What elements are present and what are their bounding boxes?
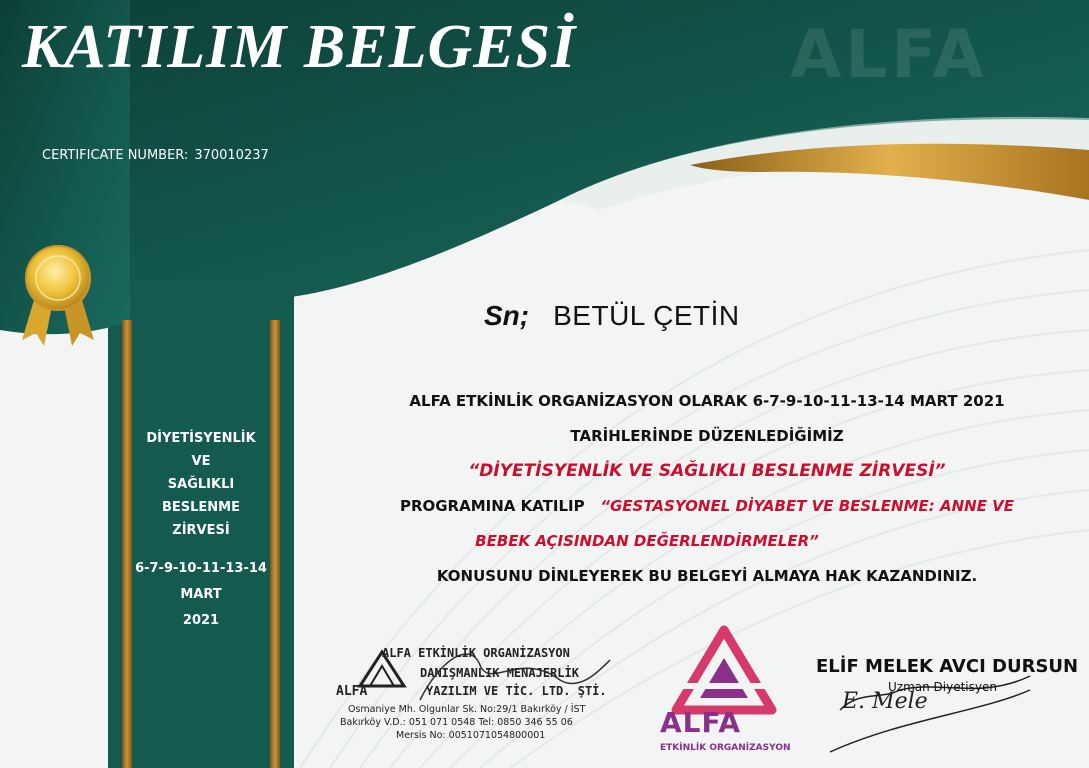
stamp-line: YAZILIM VE TİC. LTD. ŞTİ. bbox=[426, 684, 607, 698]
sidebar-date-line: 2021 bbox=[182, 613, 220, 628]
company-stamp bbox=[336, 642, 608, 742]
topic-part-1: “GESTASYONEL DİYABET VE BESLENME: ANNE VE bbox=[600, 497, 1015, 515]
signature-mark bbox=[826, 680, 1036, 760]
recipient-row bbox=[484, 300, 740, 332]
recipient-prefix: Sn; bbox=[484, 300, 530, 331]
alfa-logo-subtitle: ETKİNLİK ORGANİZASYON bbox=[660, 743, 791, 753]
sidebar-dates bbox=[128, 556, 274, 634]
body-line-2: TARİHLERİNDE DÜZENLEDİĞİMİZ bbox=[570, 427, 844, 445]
sidebar-event-line: DİYETİSYENLİK bbox=[146, 431, 256, 446]
medal-icon bbox=[20, 244, 96, 348]
signer-name: ELİF MELEK AVCI DURSUN bbox=[816, 656, 1079, 677]
stamp-mersis: Mersis No: 0051071054800001 bbox=[396, 730, 546, 741]
event-title: “DİYETİSYENLİK VE SAĞLIKLI BESLENME ZİRVESİ” bbox=[468, 461, 946, 481]
sidebar-date-line: 6-7-9-10-11-13-14 bbox=[135, 561, 267, 576]
certificate-number-value: 370010237 bbox=[194, 148, 269, 163]
stamp-line: ALFA ETKİNLİK ORGANİZASYON bbox=[382, 646, 570, 660]
alfa-logo-word: ALFA bbox=[660, 706, 742, 739]
brand-watermark: ALFA bbox=[790, 16, 988, 93]
sidebar-date-line: MART bbox=[180, 587, 222, 602]
signer-role: Uzman Diyetisyen bbox=[888, 680, 997, 694]
recipient-name: BETÜL ÇETİN bbox=[553, 300, 740, 331]
topic-part-2: BEBEK AÇISINDAN DEĞERLENDİRMELER” bbox=[475, 532, 819, 550]
stamp-tax: Bakırköy V.D.: 051 071 0548 Tel: 0850 346 55 06 bbox=[340, 717, 573, 728]
sidebar-event-line: VE bbox=[191, 454, 211, 469]
sidebar-event-line: ZİRVESİ bbox=[172, 523, 230, 538]
body-line-program bbox=[320, 489, 1089, 524]
certificate-number-label: CERTIFICATE NUMBER: bbox=[42, 148, 189, 163]
stamp-logo-text: ALFA bbox=[336, 684, 368, 699]
body-closing: KONUSUNU DİNLEYEREK BU BELGEYİ ALMAYA HAK KAZANDINIZ. bbox=[436, 567, 978, 585]
stamp-line: DANIŞMANLIK MENAJERLİK bbox=[420, 666, 579, 680]
certificate-title: KATILIM BELGESİ bbox=[22, 13, 577, 81]
svg-text:E. Mele: E. Mele bbox=[842, 689, 928, 714]
sidebar-event-line: BESLENME bbox=[161, 500, 240, 515]
sidebar-event-line: SAĞLIKLI bbox=[167, 477, 235, 492]
program-prefix: PROGRAMINA KATILIP bbox=[399, 497, 585, 515]
certificate-body bbox=[320, 384, 1089, 594]
body-line-1: ALFA ETKİNLİK ORGANİZASYON OLARAK 6-7-9-10-11-13-14 MART 2021 bbox=[409, 392, 1005, 410]
certificate-number bbox=[42, 148, 275, 163]
stamp-address: Osmaniye Mh. Olgunlar Sk. No:29/1 Bakırköy / İST bbox=[348, 704, 586, 715]
